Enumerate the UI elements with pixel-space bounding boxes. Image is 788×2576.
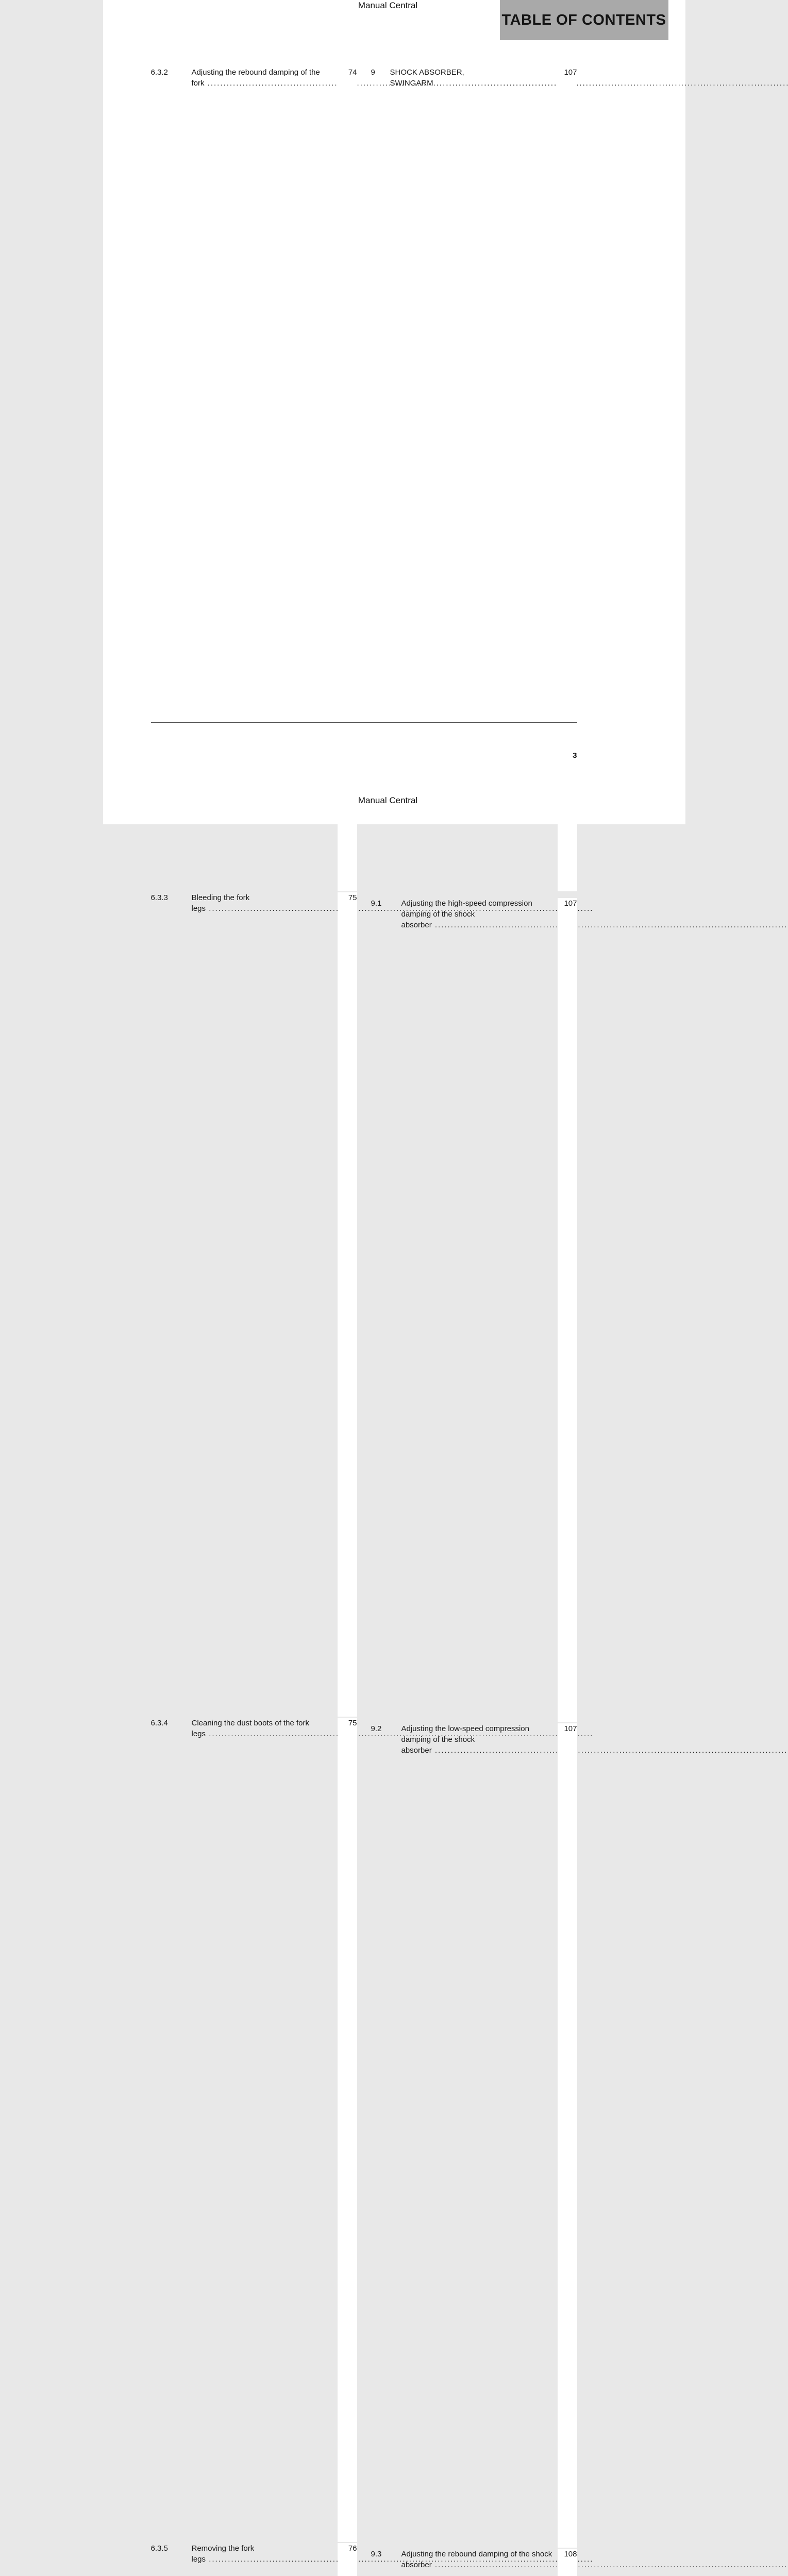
toc-chapter-entry	[371, 67, 577, 891]
toc-body	[151, 67, 577, 2576]
toc-entry-title: Adjusting the low-speed compression damping of the shock absorber .....	[401, 1724, 788, 1755]
toc-entry-page: 107	[558, 898, 577, 1722]
header-brand: Manual Central	[103, 1, 673, 11]
toc-entry-number: 6.3.4	[151, 1718, 192, 1728]
toc-entry	[151, 892, 357, 1717]
toc-entry	[371, 898, 577, 1722]
toc-entry-page: 76	[338, 2543, 357, 2576]
toc-column-right	[371, 67, 577, 2576]
toc-entry-title-leader	[192, 67, 338, 891]
toc-entry-number: 9.2	[371, 1723, 401, 1734]
toc-entry-title-leader	[401, 898, 558, 1722]
toc-entry	[151, 67, 357, 891]
toc-entry-title-leader	[401, 1723, 558, 2548]
toc-entry	[371, 2549, 577, 2576]
toc-entry-title-leader	[390, 67, 558, 891]
toc-entry-title: SHOCK ABSORBER, SWINGARM .....	[390, 68, 788, 88]
toc-entry-number: 9.3	[371, 2549, 401, 2560]
toc-entry-title-leader	[192, 892, 338, 1717]
toc-entry-title: Adjusting the rebound damping of the fork .....	[192, 68, 592, 88]
toc-entry-title: Cleaning the dust boots of the fork legs .....	[192, 1719, 594, 1738]
toc-entry-page: 75	[338, 892, 357, 1717]
toc-entry-number: 6.3.2	[151, 67, 192, 78]
toc-entry-page: 107	[558, 1723, 577, 2548]
banner-title: TABLE OF CONTENTS	[502, 12, 666, 29]
toc-entry	[151, 1718, 357, 2542]
toc-entry-title: Removing the fork legs .....	[192, 2544, 594, 2564]
toc-entry-page: 75	[338, 1718, 357, 2542]
toc-entry-title: Bleeding the fork legs .....	[192, 893, 594, 913]
toc-entry-title: Adjusting the rebound damping of the shock absorber .....	[401, 2550, 788, 2569]
toc-entry-number: 9	[371, 67, 390, 78]
toc-entry-title-leader	[192, 1718, 338, 2542]
toc-entry-number: 6.3.3	[151, 892, 192, 903]
toc-entry-page: 74	[338, 67, 357, 891]
toc-entry-title-leader	[401, 2549, 558, 2576]
toc-entry	[151, 2543, 357, 2576]
toc-entry-page: 108	[558, 2549, 577, 2576]
toc-column-left	[151, 67, 357, 2576]
footer-divider	[151, 722, 577, 723]
toc-entry	[371, 1723, 577, 2548]
toc-entry-title: Adjusting the high-speed compression damping of the shock absorber .....	[401, 899, 788, 929]
table-of-contents-banner	[500, 0, 668, 40]
toc-entry-title-leader	[192, 2543, 338, 2576]
toc-entry-number: 6.3.5	[151, 2543, 192, 2554]
footer-brand: Manual Central	[103, 795, 673, 806]
toc-page	[103, 0, 685, 824]
toc-entry-number: 9.1	[371, 898, 401, 909]
page-number: 3	[151, 751, 577, 760]
toc-entry-page: 107	[558, 67, 577, 891]
